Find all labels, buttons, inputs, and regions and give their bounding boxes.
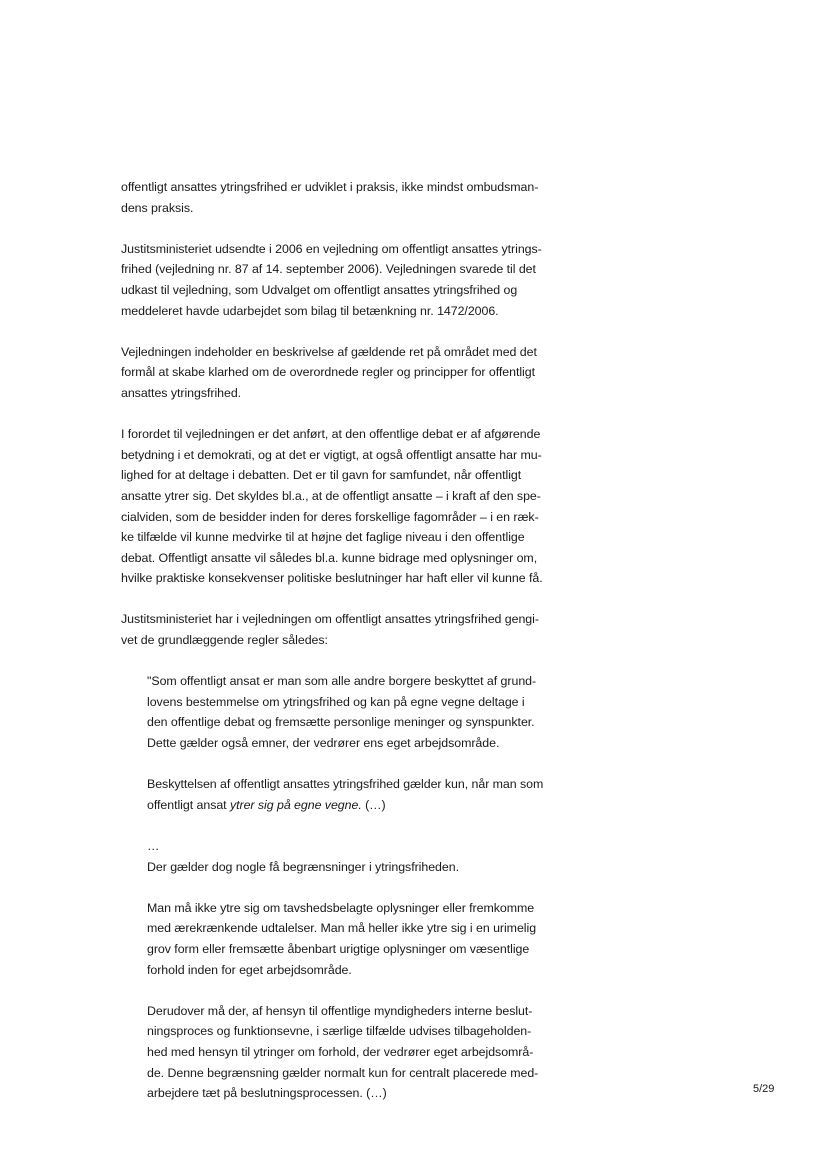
- text-line: offentligt ansattes ytringsfrihed er udviklet i praksis, ikke mindst ombudsman-: [121, 180, 539, 194]
- text-line: Vejledningen indeholder en beskrivelse af gældende ret på området med det: [121, 344, 537, 359]
- text-line: frihed (vejledning nr. 87 af 14. september 2006). Vejledningen svarede til det: [121, 262, 536, 277]
- text-line: den offentlige debat og fremsætte personlige meninger og synspunkter.: [147, 715, 535, 730]
- text-line: ansatte ytrer sig. Det skyldes bl.a., at de offentligt ansatte – i kraft af den spe-: [121, 488, 541, 503]
- quote-paragraph-2: [147, 774, 591, 815]
- text-line: Dette gælder også emner, der vedrører ens eget arbejdsområde.: [147, 736, 500, 751]
- paragraph-2: [121, 239, 591, 321]
- block-quote: [147, 671, 591, 1103]
- text-line: hvilke praktiske konsekvenser politiske beslutninger har haft eller vil kunne få.: [121, 571, 543, 586]
- paragraph-spacer: [147, 980, 591, 1001]
- paragraph-spacer: [147, 815, 591, 836]
- text-line: Justitsministeriet udsendte i 2006 en vejledning om offentligt ansattes ytrings-: [121, 241, 542, 256]
- paragraph-spacer: [121, 404, 591, 425]
- ellipsis-line: …: [147, 839, 160, 853]
- paragraph-spacer: [147, 754, 591, 775]
- text-line: ansattes ytringsfrihed.: [121, 385, 242, 400]
- paragraph-spacer: [121, 589, 591, 610]
- text-line: [147, 795, 591, 816]
- text-line: meddeleret havde udarbejdet som bilag til betænkning nr. 1472/2006.: [121, 303, 499, 318]
- text-line: ke tilfælde vil kunne medvirke til at højne det faglige niveau i den offentlige: [121, 530, 525, 545]
- text-line: cialviden, som de besidder inden for deres forskellige fagområder – i en ræk-: [121, 509, 539, 524]
- text-line: debat. Offentligt ansatte vil således bl.a. kunne bidrage med oplysninger om,: [121, 550, 538, 565]
- text-line: ningsproces og funktionsevne, i særlige tilfælde udvises tilbageholden-: [147, 1024, 532, 1039]
- text-run: offentligt ansat: [147, 797, 230, 812]
- paragraph-3: [121, 342, 591, 404]
- text-line: Justitsministeriet har i vejledningen om offentligt ansattes ytringsfrihed gengi-: [121, 612, 539, 627]
- text-line: lovens bestemmelse om ytringsfrihed og kan på egne vegne deltage i: [147, 694, 525, 709]
- text-line: de. Denne begrænsning gælder normalt kun for centralt placerede med-: [147, 1065, 539, 1080]
- paragraph-spacer: [147, 877, 591, 898]
- quote-paragraph-5: [147, 1001, 591, 1104]
- text-line: grov form eller fremsætte åbenbart urigtige oplysninger om væsentlige: [147, 941, 530, 956]
- text-line: forhold inden for eget arbejdsområde.: [147, 962, 352, 977]
- document-body: [121, 177, 591, 1104]
- text-line: arbejdere tæt på beslutningsprocessen. (…): [147, 1086, 387, 1101]
- text-line: Derudover må der, af hensyn til offentlige myndigheders interne beslut-: [147, 1003, 533, 1018]
- quote-paragraph-3: [147, 836, 591, 877]
- paragraph-spacer: [121, 651, 591, 672]
- text-line: dens praksis.: [121, 200, 194, 215]
- page-number: 5/29: [753, 1083, 775, 1095]
- text-run: (…): [361, 797, 386, 812]
- text-line: Beskyttelsen af offentligt ansattes ytringsfrihed gælder kun, når man som: [147, 777, 544, 792]
- text-line: I forordet til vejledningen er det anført, at den offentlige debat er af afgørende: [121, 427, 541, 442]
- text-line: med ærekrænkende udtalelser. Man må heller ikke ytre sig i en urimelig: [147, 921, 537, 936]
- quote-paragraph-4: [147, 898, 591, 980]
- paragraph-4: [121, 424, 591, 589]
- text-line: betydning i et demokrati, og at det er vigtigt, at også offentligt ansatte har mu-: [121, 447, 542, 462]
- text-line: udkast til vejledning, som Udvalget om offentligt ansattes ytringsfrihed og: [121, 282, 518, 297]
- paragraph-spacer: [121, 218, 591, 239]
- text-line: formål at skabe klarhed om de overordnede regler og principper for offentligt: [121, 365, 535, 380]
- text-line: lighed for at deltage i debatten. Det er til gavn for samfundet, når offentligt: [121, 468, 522, 483]
- text-line: Der gælder dog nogle få begrænsninger i ytringsfriheden.: [147, 859, 459, 874]
- quote-paragraph-1: [147, 671, 591, 753]
- paragraph-1: [121, 177, 591, 218]
- text-line: hed med hensyn til ytringer om forhold, der vedrører eget arbejdsområ-: [147, 1044, 534, 1059]
- text-line: "Som offentligt ansat er man som alle andre borgere beskyttet af grund-: [147, 674, 537, 689]
- paragraph-spacer: [121, 321, 591, 342]
- italic-text-run: ytrer sig på egne vegne.: [229, 797, 362, 812]
- text-line: vet de grundlæggende regler således:: [121, 633, 328, 648]
- paragraph-5: [121, 609, 591, 650]
- text-line: Man må ikke ytre sig om tavshedsbelagte oplysninger eller fremkomme: [147, 900, 535, 915]
